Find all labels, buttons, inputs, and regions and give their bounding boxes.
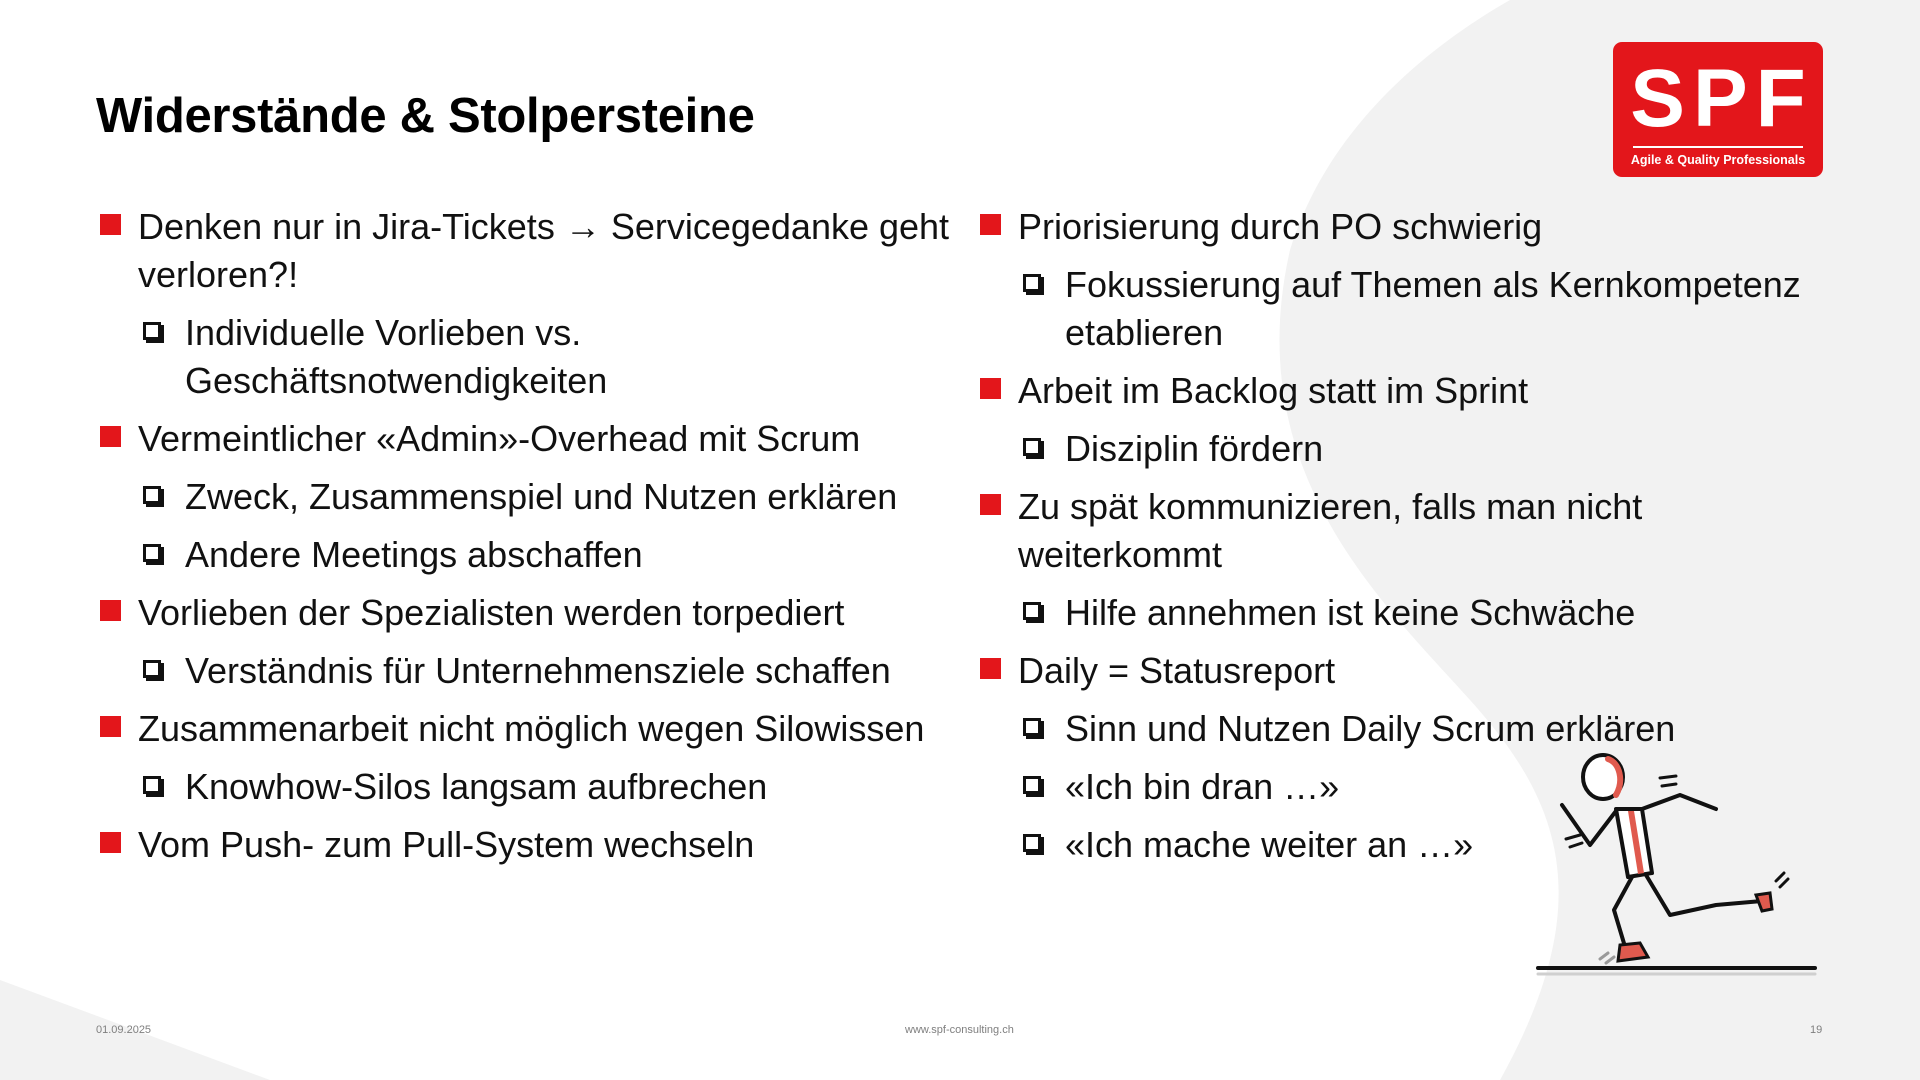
checkbox-bullet-icon xyxy=(1023,834,1041,852)
sub-bullet-item xyxy=(1021,589,1818,637)
bullet-text: Verständnis für Unternehmensziele schaffen xyxy=(185,650,891,691)
bullet-text: Zusammenarbeit nicht möglich wegen Silowissen xyxy=(138,708,925,749)
bullet-text: Priorisierung durch PO schwierig xyxy=(1018,206,1543,247)
bullet-text: Zu spät kommunizieren, falls man nicht weiterkommt xyxy=(1018,486,1643,575)
sub-bullet-item xyxy=(141,531,958,579)
checkbox-bullet-icon xyxy=(1023,274,1041,292)
left-bullet-list xyxy=(98,203,958,869)
footer-date: 01.09.2025 xyxy=(96,1024,152,1036)
running-person-icon xyxy=(1530,745,1820,985)
red-square-bullet-icon xyxy=(980,658,1001,679)
sub-bullet-item xyxy=(1021,425,1818,473)
left-column xyxy=(98,203,958,879)
slide-title: Widerstände & Stolpersteine xyxy=(96,89,755,143)
checkbox-bullet-icon xyxy=(1023,438,1041,456)
bullet-item xyxy=(98,415,958,463)
logo-letters: SPF xyxy=(1630,53,1814,144)
bullet-text: Knowhow-Silos langsam aufbrechen xyxy=(185,766,768,807)
sub-bullet-item xyxy=(141,763,958,811)
red-square-bullet-icon xyxy=(100,600,121,621)
red-square-bullet-icon xyxy=(100,426,121,447)
bullet-item xyxy=(978,483,1818,579)
checkbox-bullet-icon xyxy=(143,322,161,340)
checkbox-bullet-icon xyxy=(143,660,161,678)
bullet-text: Vorlieben der Spezialisten werden torpediert xyxy=(138,592,845,633)
sub-bullet-item xyxy=(141,647,958,695)
bullet-item xyxy=(98,821,958,869)
red-square-bullet-icon xyxy=(980,494,1001,515)
logo-divider xyxy=(1633,146,1803,148)
bullet-text: Denken nur in Jira-Tickets → Servicegedanke geht verloren?! xyxy=(138,206,950,295)
bullet-text: Vermeintlicher «Admin»-Overhead mit Scrum xyxy=(138,418,861,459)
logo-tagline: Agile & Quality Professionals xyxy=(1630,153,1806,167)
footer-page-number: 19 xyxy=(1810,1024,1823,1036)
bullet-text: Daily = Statusreport xyxy=(1018,650,1336,691)
bullet-item xyxy=(978,203,1818,251)
checkbox-bullet-icon xyxy=(143,544,161,562)
red-square-bullet-icon xyxy=(980,214,1001,235)
bullet-text: Sinn und Nutzen Daily Scrum erklären xyxy=(1065,708,1676,749)
bullet-item xyxy=(98,203,958,299)
red-square-bullet-icon xyxy=(100,716,121,737)
sub-bullet-item xyxy=(1021,261,1818,357)
bullet-text: Zweck, Zusammenspiel und Nutzen erklären xyxy=(185,476,898,517)
bullet-text: «Ich bin dran …» xyxy=(1065,766,1340,807)
checkbox-bullet-icon xyxy=(143,776,161,794)
bullet-text: Hilfe annehmen ist keine Schwäche xyxy=(1065,592,1636,633)
bullet-text: Andere Meetings abschaffen xyxy=(185,534,643,575)
bullet-text: Arbeit im Backlog statt im Sprint xyxy=(1018,370,1529,411)
checkbox-bullet-icon xyxy=(143,486,161,504)
bullet-text: «Ich mache weiter an …» xyxy=(1065,824,1474,865)
footer-website: www.spf-consulting.ch xyxy=(905,1024,1014,1036)
bullet-text: Disziplin fördern xyxy=(1065,428,1324,469)
red-square-bullet-icon xyxy=(100,214,121,235)
bullet-item xyxy=(978,367,1818,415)
checkbox-bullet-icon xyxy=(1023,602,1041,620)
red-square-bullet-icon xyxy=(100,832,121,853)
red-square-bullet-icon xyxy=(980,378,1001,399)
bullet-item xyxy=(98,705,958,753)
bullet-text: Individuelle Vorlieben vs. Geschäftsnotwendigkeiten xyxy=(185,312,608,401)
sub-bullet-item xyxy=(141,473,958,521)
checkbox-bullet-icon xyxy=(1023,776,1041,794)
bullet-text: Vom Push- zum Pull-System wechseln xyxy=(138,824,755,865)
bullet-item xyxy=(98,589,958,637)
sub-bullet-item xyxy=(141,309,958,405)
checkbox-bullet-icon xyxy=(1023,718,1041,736)
spf-logo xyxy=(1613,42,1823,177)
bullet-item xyxy=(978,647,1818,695)
bullet-text: Fokussierung auf Themen als Kernkompetenz etablieren xyxy=(1065,264,1801,353)
